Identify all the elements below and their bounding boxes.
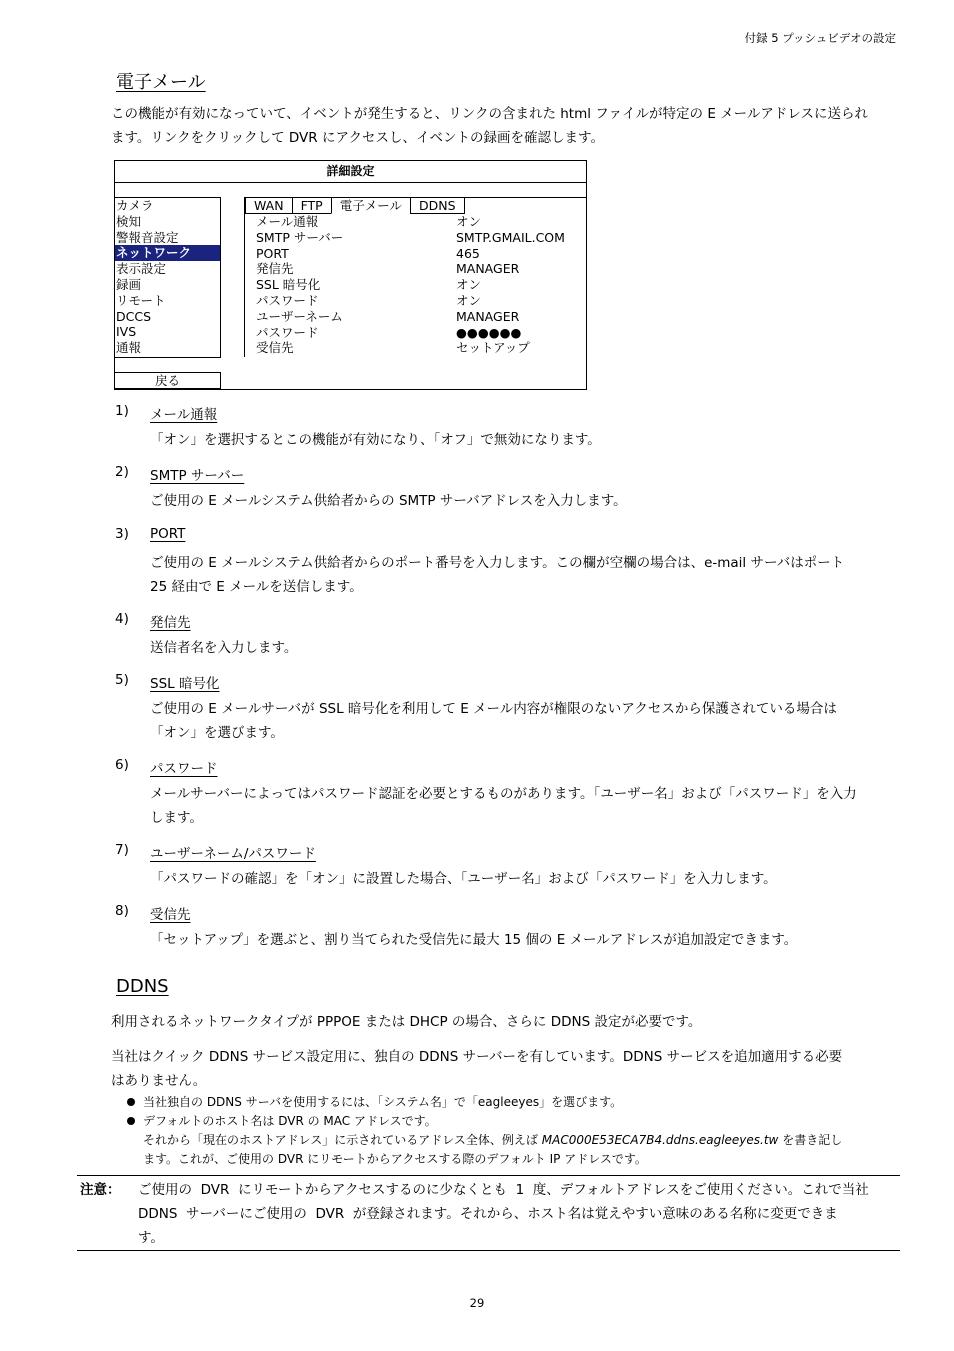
menu-left-item[interactable]: カメラ bbox=[116, 198, 154, 213]
menu-row[interactable] bbox=[256, 214, 587, 230]
item-description: ご使用の E メールシステム供給者からのポート番号を入力します。この欄が空欄の場合は、e-mail サーバはポート bbox=[150, 555, 845, 571]
item-number: 6) bbox=[115, 757, 129, 773]
item-title: 発信先 bbox=[150, 615, 191, 631]
item-title: ユーザーネーム/パスワード bbox=[150, 846, 316, 862]
bullet-2-post: を書き記し bbox=[778, 1133, 843, 1147]
menu-row[interactable] bbox=[256, 261, 587, 277]
intro-line-1: この機能が有効になっていて、イベントが発生すると、リンクの含まれた html ファイルが特定の E メールアドレスに送られ bbox=[111, 106, 868, 122]
item-description: ご使用の E メールシステム供給者からの SMTP サーバアドレスを入力します。 bbox=[150, 493, 627, 509]
menu-row-value: オン bbox=[456, 214, 482, 229]
intro-line-2: ます。リンクをクリックして DVR にアクセスし、イベントの録画を確認します。 bbox=[111, 130, 604, 146]
menu-row-value: SMTP.GMAIL.COM bbox=[456, 229, 565, 245]
item-description: 「パスワードの確認」を「オン」に設置した場合、「ユーザー名」および「パスワード」を入力します。 bbox=[150, 871, 777, 887]
item-description: 25 経由で E メールを送信します。 bbox=[150, 579, 363, 595]
item-number: 8) bbox=[115, 903, 129, 919]
menu-tab[interactable]: 電子メール bbox=[331, 197, 411, 214]
menu-row-key: パスワード bbox=[256, 292, 319, 308]
item-title: メール通報 bbox=[150, 407, 218, 423]
item-description: ご使用の E メールサーバが SSL 暗号化を利用して E メール内容が権限のないアクセスから保護されている場合は bbox=[150, 701, 837, 717]
item-description: メールサーバーによってはパスワード認証を必要とするものがあります。「ユーザー名」および「パスワード」を入力 bbox=[150, 786, 857, 802]
ddns-bullet-2-line-3: ます。これが、ご使用の DVR にリモートからアクセスする際のデフォルト IP アドレスです。 bbox=[143, 1152, 647, 1166]
ddns-para-2-line-1: 当社はクイック DDNS サービス設定用に、独自の DDNS サーバーを有しています。DDNS サービスを追加適用する必要 bbox=[111, 1049, 843, 1065]
menu-row-key: SSL 暗号化 bbox=[256, 277, 321, 293]
example-host-address: MAC000E53ECA7B4.ddns.eagleeyes.tw bbox=[541, 1133, 779, 1147]
menu-left-item[interactable]: 警報音設定 bbox=[116, 229, 179, 245]
note-line-1: ご使用の DVR にリモートからアクセスするのに少なくとも 1 度、デフォルトアドレスをご使用ください。これで当社 bbox=[138, 1182, 869, 1198]
menu-row-value: ●●●●●● bbox=[456, 324, 522, 340]
menu-left-item[interactable]: リモート bbox=[116, 292, 166, 308]
note-line-2: DDNS サーバーにご使用の DVR が登録されます。それから、ホスト名は覚えやすい意味のある名称に変更できま bbox=[138, 1206, 838, 1222]
menu-row-key: パスワード bbox=[256, 324, 319, 340]
menu-left-item[interactable]: 表示設定 bbox=[116, 261, 167, 277]
item-description: 「オン」を選びます。 bbox=[150, 725, 284, 741]
item-title: パスワード bbox=[150, 761, 218, 777]
menu-row-key: メール通報 bbox=[256, 214, 319, 229]
item-number: 5) bbox=[115, 672, 129, 688]
menu-row-key: ユーザーネーム bbox=[256, 308, 343, 324]
ddns-bullet-2-line-2 bbox=[143, 1131, 842, 1150]
menu-row[interactable] bbox=[256, 230, 587, 246]
menu-row-key: PORT bbox=[256, 245, 289, 261]
menu-row-value: オン bbox=[456, 277, 482, 293]
bullet-2-pre: それから「現在のホストアドレス」に示されているアドレス全体、例えば bbox=[143, 1133, 542, 1147]
menu-tab[interactable]: DDNS bbox=[410, 197, 465, 214]
menu-row[interactable] bbox=[256, 277, 587, 293]
item-title: SSL 暗号化 bbox=[150, 676, 220, 692]
menu-right-panel bbox=[244, 197, 587, 357]
menu-left-item[interactable]: DCCS bbox=[116, 308, 152, 324]
section-title-email: 電子メール bbox=[116, 72, 206, 93]
running-header: 付録 5 プッシュビデオの設定 bbox=[744, 31, 896, 45]
menu-left-item[interactable]: IVS bbox=[116, 324, 137, 340]
item-title: 受信先 bbox=[150, 907, 191, 923]
menu-row-value: MANAGER bbox=[456, 261, 520, 277]
menu-row-value: 465 bbox=[456, 245, 480, 261]
menu-tab[interactable]: WAN bbox=[245, 197, 293, 214]
menu-row[interactable] bbox=[256, 293, 587, 309]
item-number: 7) bbox=[115, 842, 129, 858]
menu-left-item[interactable]: 検知 bbox=[116, 213, 142, 229]
ddns-bullet-1: 当社独自の DDNS サーバを使用するには、「システム名」で「eagleeyes」を選びます。 bbox=[143, 1095, 623, 1109]
menu-left-list bbox=[115, 197, 221, 358]
menu-left-item[interactable]: 録画 bbox=[116, 276, 142, 292]
menu-tabs bbox=[245, 197, 464, 214]
menu-row[interactable] bbox=[256, 340, 587, 356]
ddns-bullet-2-line-1: デフォルトのホスト名は DVR の MAC アドレスです。 bbox=[143, 1114, 437, 1128]
menu-title: 詳細設定 bbox=[115, 161, 586, 183]
menu-row-key: SMTP サーバー bbox=[256, 229, 344, 245]
menu-row-value: MANAGER bbox=[456, 308, 520, 324]
bullet-dot-2 bbox=[127, 1117, 135, 1125]
item-title: SMTP サーバー bbox=[150, 468, 245, 484]
menu-row[interactable] bbox=[256, 325, 587, 341]
section-title-ddns: DDNS bbox=[116, 976, 169, 997]
menu-row-key: 発信先 bbox=[256, 261, 294, 277]
item-number: 4) bbox=[115, 611, 129, 627]
menu-row-value: セットアップ bbox=[456, 340, 530, 356]
item-number: 3) bbox=[115, 526, 129, 542]
menu-tab[interactable]: FTP bbox=[292, 197, 332, 214]
item-number: 1) bbox=[115, 403, 129, 419]
item-description: 「セットアップ」を選ぶと、割り当てられた受信先に最大 15 個の E メールアドレスが追加設定できます。 bbox=[150, 932, 798, 948]
settings-menu-panel bbox=[114, 160, 587, 390]
bullet-dot-1 bbox=[127, 1098, 135, 1106]
menu-left-item[interactable]: 通報 bbox=[116, 340, 142, 356]
menu-left-item[interactable]: ネットワーク bbox=[115, 245, 220, 261]
menu-row[interactable] bbox=[256, 246, 587, 262]
item-number: 2) bbox=[115, 464, 129, 480]
menu-row[interactable] bbox=[256, 309, 587, 325]
menu-row-key: 受信先 bbox=[256, 340, 294, 356]
item-description: 「オン」を選択するとこの機能が有効になり、「オフ」で無効になります。 bbox=[150, 432, 601, 448]
page-number: 29 bbox=[469, 1296, 485, 1310]
item-title: PORT bbox=[150, 526, 186, 542]
note-top-rule bbox=[77, 1175, 900, 1176]
menu-rows bbox=[256, 214, 587, 356]
ddns-para-1: 利用されるネットワークタイプが PPPOE または DHCP の場合、さらに DDNS 設定が必要です。 bbox=[111, 1014, 702, 1030]
note-bottom-rule bbox=[77, 1250, 900, 1251]
note-label: 注意： bbox=[80, 1182, 121, 1198]
item-description: 送信者名を入力します。 bbox=[150, 640, 298, 656]
menu-row-value: オン bbox=[456, 292, 482, 308]
item-description: します。 bbox=[150, 810, 203, 826]
ddns-para-2-line-2: はありません。 bbox=[111, 1073, 207, 1089]
back-button[interactable]: 戻る bbox=[115, 372, 221, 389]
note-line-3: す。 bbox=[138, 1230, 164, 1246]
